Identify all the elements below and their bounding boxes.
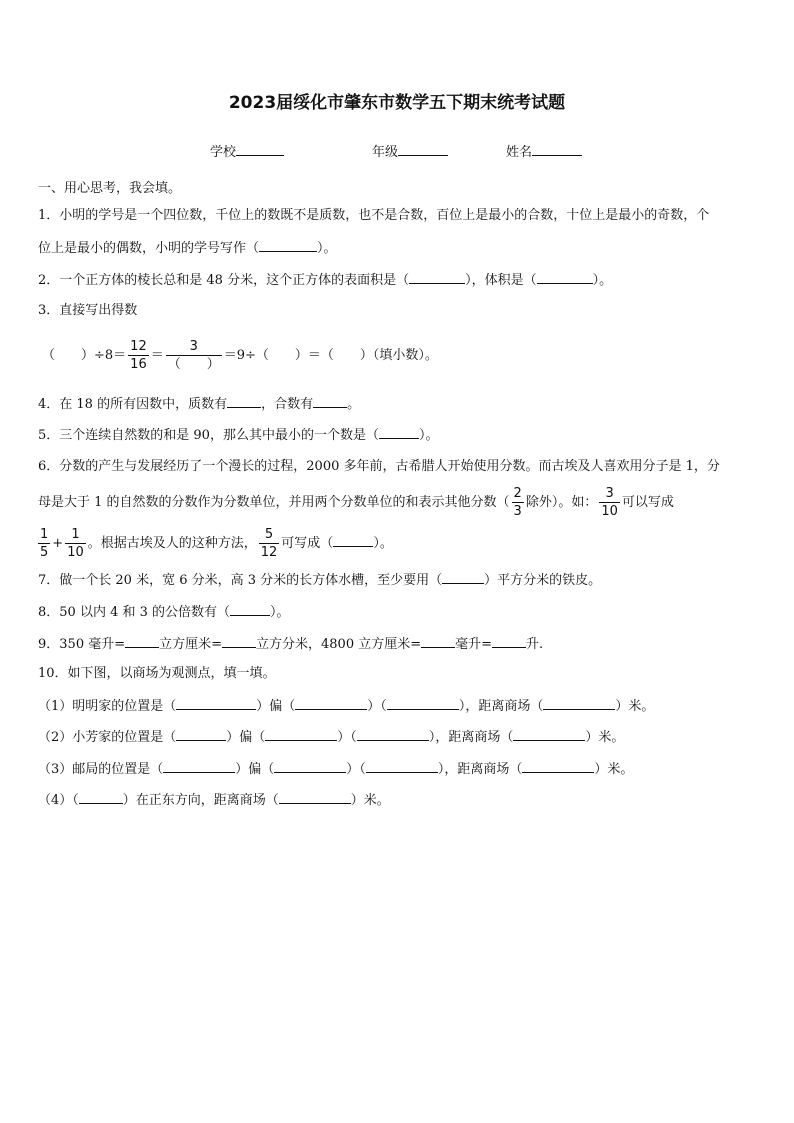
- q5-answer-blank[interactable]: [379, 426, 419, 439]
- q10-4-end: ）米。: [350, 793, 390, 808]
- question-10-sub-3: [38, 760, 633, 778]
- q8-answer-blank[interactable]: [230, 603, 270, 616]
- q3-fraction-1-numerator: 12: [130, 339, 147, 354]
- grade-field[interactable]: [372, 141, 448, 160]
- question-10-label: 10．如下图，以商场为观测点，填一填。: [38, 666, 276, 681]
- question-2: [38, 271, 612, 289]
- question-4: [38, 395, 360, 413]
- question-10-sub-2: [38, 728, 624, 746]
- exam-title: 2023届绥化市肇东市数学五下期末统考试题: [228, 93, 566, 113]
- q4-mid: ，合数有: [261, 397, 314, 412]
- question-3-equation: [42, 335, 438, 377]
- q3-part1: （ ）÷8＝: [42, 348, 127, 363]
- q10-2-mid1: ）偏（: [226, 730, 266, 745]
- q4-end: 。: [347, 397, 361, 412]
- q10-2-blank-distance[interactable]: [513, 728, 585, 741]
- q10-1-end: ）米。: [615, 699, 655, 714]
- question-10-sub-1: [38, 697, 654, 715]
- q6-f2-numerator: 3: [599, 485, 620, 503]
- name-field[interactable]: [506, 141, 582, 160]
- q10-3-mid2: ）（: [346, 762, 366, 777]
- q10-1-mid1: ）偏（: [256, 699, 296, 714]
- q6-fraction-one-fifth: [38, 526, 50, 561]
- q6-fraction-five-twelfths: [259, 526, 280, 561]
- q3-fraction-2-numerator: 3: [166, 338, 222, 356]
- name-blank[interactable]: [532, 143, 582, 156]
- q9-part-c: 立方分米，4800 立方厘米=: [256, 637, 422, 652]
- q10-1-mid2: ）（: [367, 699, 387, 714]
- q8-text: 8．50 以内 4 和 3 的公倍数有（: [38, 605, 231, 620]
- grade-blank[interactable]: [398, 143, 448, 156]
- q10-1-text: （1）明明家的位置是（: [38, 699, 177, 714]
- q2-volume-blank[interactable]: [537, 271, 593, 284]
- q3-part2: ＝9÷（ ）＝（ ）（填小数）。: [223, 348, 438, 363]
- section-heading: 一、用心思考，我会填。: [38, 181, 182, 196]
- q6-plus: +: [52, 536, 64, 551]
- q6-f3-denominator: 5: [40, 545, 49, 560]
- q10-2-end: ）米。: [585, 730, 625, 745]
- question-3-label: 3．直接写出得数: [38, 303, 138, 318]
- q10-4-text: （4）（: [38, 793, 79, 808]
- q10-3-mid3: ），距离商场（: [437, 762, 523, 777]
- q5-end: ）。: [418, 428, 439, 443]
- question-7: [38, 571, 601, 589]
- q10-3-text: （3）邮局的位置是（: [38, 762, 164, 777]
- question-1-line2: [38, 239, 337, 257]
- q6-text-b: 除外）。如：: [525, 495, 598, 510]
- q3-fraction-1-denominator: 16: [130, 357, 147, 372]
- q1-answer-blank[interactable]: [259, 239, 317, 252]
- q2-end: ）。: [592, 273, 613, 288]
- q6-end: ）。: [373, 536, 393, 551]
- q10-1-blank-offset[interactable]: [295, 697, 367, 710]
- q4-prime-blank[interactable]: [227, 395, 261, 408]
- q10-3-blank-direction[interactable]: [163, 760, 235, 773]
- question-6-line3: [36, 524, 393, 564]
- school-field[interactable]: [210, 141, 284, 160]
- q7-end: ）平方分米的铁皮。: [484, 573, 602, 588]
- q10-1-mid3: ），距离商场（: [458, 699, 544, 714]
- q10-4-mid: ）在正东方向，距离商场（: [122, 793, 279, 808]
- q9-part-b: 立方厘米=: [159, 637, 223, 652]
- question-10-sub-4: [38, 791, 390, 809]
- q6-fraction-three-tenths: [599, 485, 620, 520]
- q10-2-blank-angle[interactable]: [357, 728, 429, 741]
- q2-text: 2．一个正方体的棱长总和是 48 分米，这个正方体的表面积是（: [38, 273, 410, 288]
- grade-label: 年级: [372, 145, 399, 160]
- q10-2-mid2: ）（: [337, 730, 357, 745]
- q9-blank-3[interactable]: [421, 635, 455, 648]
- q6-f5-denominator: 12: [260, 545, 278, 560]
- question-6-line1: 6．分数的产生与发展经历了一个漫长的过程，2000 多年前，古希腊人开始使用分数。而古埃及人喜欢用分子是 1，分: [38, 459, 720, 474]
- q6-fraction-one-tenth: [65, 526, 86, 561]
- q6-f1-numerator: 2: [513, 486, 522, 501]
- q9-blank-1[interactable]: [125, 635, 159, 648]
- question-1-line1: 1．小明的学号是一个四位数，千位上的数既不是质数，也不是合数，百位上是最小的合数，十位上是最小的奇数，个: [38, 208, 710, 223]
- q4-text: 4．在 18 的所有因数中，质数有: [38, 397, 228, 412]
- school-blank[interactable]: [236, 143, 284, 156]
- q10-3-blank-offset[interactable]: [274, 760, 346, 773]
- q10-1-blank-angle[interactable]: [387, 697, 459, 710]
- q8-end: ）。: [270, 605, 290, 620]
- q10-2-blank-offset[interactable]: [265, 728, 337, 741]
- q6-f4-numerator: 1: [65, 526, 86, 544]
- q6-text-e: 可写成（: [281, 536, 334, 551]
- q6-f3-numerator: 1: [40, 527, 49, 542]
- q1-text: 位上是最小的偶数，小明的学号写作（: [38, 241, 260, 256]
- q9-blank-4[interactable]: [492, 635, 526, 648]
- q3-equals: ＝: [150, 348, 164, 363]
- q9-part-a: 9．350 毫升=: [38, 637, 126, 652]
- q9-part-e: 升.: [526, 637, 544, 652]
- q6-fraction-two-thirds: [512, 485, 524, 520]
- question-8: [38, 603, 290, 621]
- q10-2-text: （2）小芳家的位置是（: [38, 730, 177, 745]
- question-5: [38, 426, 438, 444]
- q1-close: ）。: [317, 241, 337, 256]
- q10-3-mid1: ）偏（: [235, 762, 275, 777]
- q10-1-blank-direction[interactable]: [176, 697, 256, 710]
- q10-1-blank-distance[interactable]: [543, 697, 615, 710]
- q6-f4-denominator: 10: [67, 545, 84, 560]
- q10-4-blank-distance[interactable]: [279, 791, 351, 804]
- q10-3-blank-distance[interactable]: [522, 760, 594, 773]
- q4-composite-blank[interactable]: [313, 395, 347, 408]
- q10-2-mid3: ），距离商场（: [428, 730, 514, 745]
- q9-part-d: 毫升=: [455, 637, 493, 652]
- question-6-line2: [38, 483, 674, 523]
- school-label: 学校: [210, 145, 237, 160]
- q5-text: 5．三个连续自然数的和是 90，那么其中最小的一个数是（: [38, 428, 379, 443]
- q2-mid: ），体积是（: [465, 273, 537, 288]
- q6-f1-denominator: 3: [513, 504, 522, 519]
- q3-fraction-2-denominator[interactable]: （ ）: [167, 357, 220, 372]
- q3-fraction-2: [166, 338, 222, 373]
- q6-f2-denominator: 10: [601, 504, 618, 519]
- question-9: [38, 635, 543, 653]
- q6-f5-numerator: 5: [259, 526, 280, 544]
- q7-answer-blank[interactable]: [442, 571, 484, 584]
- q2-area-blank[interactable]: [409, 271, 465, 284]
- q10-3-end: ）米。: [594, 762, 634, 777]
- name-label: 姓名: [506, 145, 533, 160]
- q3-fraction-1: [128, 338, 149, 373]
- q9-blank-2[interactable]: [222, 635, 256, 648]
- q10-2-blank-direction[interactable]: [176, 728, 226, 741]
- q6-answer-blank[interactable]: [333, 534, 373, 547]
- q6-text-c: 可以写成: [621, 495, 674, 510]
- q10-3-blank-angle[interactable]: [366, 760, 438, 773]
- q10-4-blank-place[interactable]: [79, 791, 123, 804]
- q6-text-a: 母是大于 1 的自然数的分数作为分数单位，并用两个分数单位的和表示其他分数（: [38, 495, 510, 510]
- q7-text: 7．做一个长 20 米，宽 6 分米，高 3 分米的长方体水槽，至少要用（: [38, 573, 443, 588]
- q6-text-d: 。根据古埃及人的这种方法，: [87, 536, 257, 551]
